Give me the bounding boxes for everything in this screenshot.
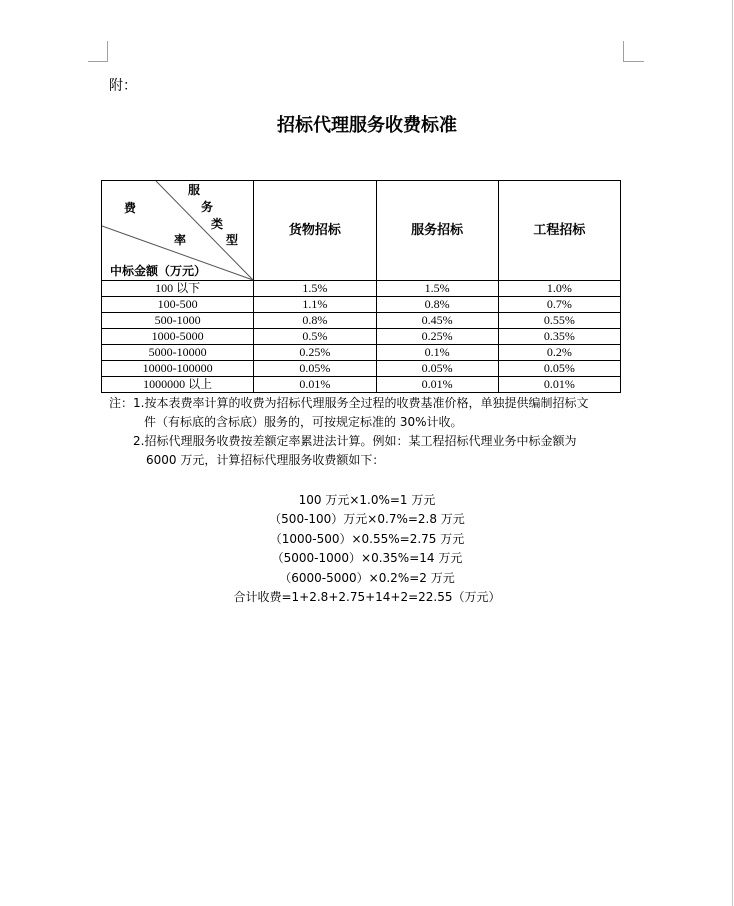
engineering-rate-cell: 0.35% — [498, 329, 620, 345]
column-header-goods: 货物招标 — [254, 181, 376, 281]
service-rate-cell: 0.8% — [376, 297, 498, 313]
corner-service-char-3: 类 — [211, 217, 224, 231]
crop-mark-top-right — [623, 41, 644, 62]
corner-fee-char-2: 率 — [174, 233, 187, 247]
document-title: 招标代理服务收费标准 — [277, 115, 457, 136]
service-rate-cell: 0.1% — [376, 345, 498, 361]
goods-rate-cell: 0.01% — [254, 377, 376, 393]
column-header-engineering: 工程招标 — [498, 181, 620, 281]
engineering-rate-cell: 0.05% — [498, 361, 620, 377]
calculation-total: 合计收费=1+2.8+2.75+14+2=22.55（万元） — [233, 590, 501, 605]
amount-cell: 100 以下 — [102, 281, 254, 297]
engineering-rate-cell: 0.55% — [498, 313, 620, 329]
fee-table — [101, 180, 621, 393]
amount-cell: 5000-10000 — [102, 345, 254, 361]
amount-cell: 1000000 以上 — [102, 377, 254, 393]
table-row — [102, 377, 621, 393]
corner-amount-label: 中标金额（万元） — [110, 264, 207, 278]
note-1-line-1: 注：1.按本表费率计算的收费为招标代理服务全过程的收费基准价格，单独提供编制招标文 — [109, 396, 589, 410]
table-row — [102, 329, 621, 345]
goods-rate-cell: 1.5% — [254, 281, 376, 297]
calculation-line: （500-100）万元×0.7%=2.8 万元 — [269, 512, 465, 527]
goods-rate-cell: 0.05% — [254, 361, 376, 377]
amount-cell: 10000-100000 — [102, 361, 254, 377]
engineering-rate-cell: 0.2% — [498, 345, 620, 361]
note-1-line-2: 件（有标底的含标底）服务的，可按规定标准的 30%计收。 — [144, 415, 463, 429]
engineering-rate-cell: 1.0% — [498, 281, 620, 297]
corner-header-cell — [102, 181, 254, 281]
table-row — [102, 281, 621, 297]
calculation-line: 100 万元×1.0%=1 万元 — [298, 493, 436, 507]
service-rate-cell: 0.25% — [376, 329, 498, 345]
service-rate-cell: 1.5% — [376, 281, 498, 297]
corner-service-char-4: 型 — [226, 233, 239, 247]
corner-service-char-1: 服 — [188, 183, 201, 197]
service-rate-cell: 0.01% — [376, 377, 498, 393]
service-rate-cell: 0.05% — [376, 361, 498, 377]
corner-fee-char-1: 费 — [124, 201, 137, 215]
calculation-line: （5000-1000）×0.35%=14 万元 — [271, 551, 463, 566]
engineering-rate-cell: 0.7% — [498, 297, 620, 313]
goods-rate-cell: 1.1% — [254, 297, 376, 313]
service-rate-cell: 0.45% — [376, 313, 498, 329]
engineering-rate-cell: 0.01% — [498, 377, 620, 393]
calculation-line: （1000-500）×0.55%=2.75 万元 — [269, 531, 465, 546]
notes-section — [109, 394, 629, 470]
goods-rate-cell: 0.5% — [254, 329, 376, 345]
amount-cell: 100-500 — [102, 297, 254, 313]
appendix-label: 附： — [109, 78, 137, 94]
column-header-service: 服务招标 — [376, 181, 498, 281]
note-2-line-1: 2.招标代理服务收费按差额定率累进法计算。例如：某工程招标代理业务中标金额为 — [133, 434, 577, 448]
table-row — [102, 361, 621, 377]
calculation-line: （6000-5000）×0.2%=2 万元 — [279, 570, 455, 585]
table-header-row — [102, 181, 621, 281]
crop-mark-top-left — [88, 41, 108, 62]
amount-cell: 1000-5000 — [102, 329, 254, 345]
table-row — [102, 313, 621, 329]
calculation-example — [0, 491, 734, 607]
amount-cell: 500-1000 — [102, 313, 254, 329]
corner-service-char-2: 务 — [201, 200, 214, 214]
goods-rate-cell: 0.25% — [254, 345, 376, 361]
note-2-line-2: 6000 万元，计算招标代理服务收费额如下： — [146, 453, 385, 467]
table-row — [102, 297, 621, 313]
goods-rate-cell: 0.8% — [254, 313, 376, 329]
table-row — [102, 345, 621, 361]
